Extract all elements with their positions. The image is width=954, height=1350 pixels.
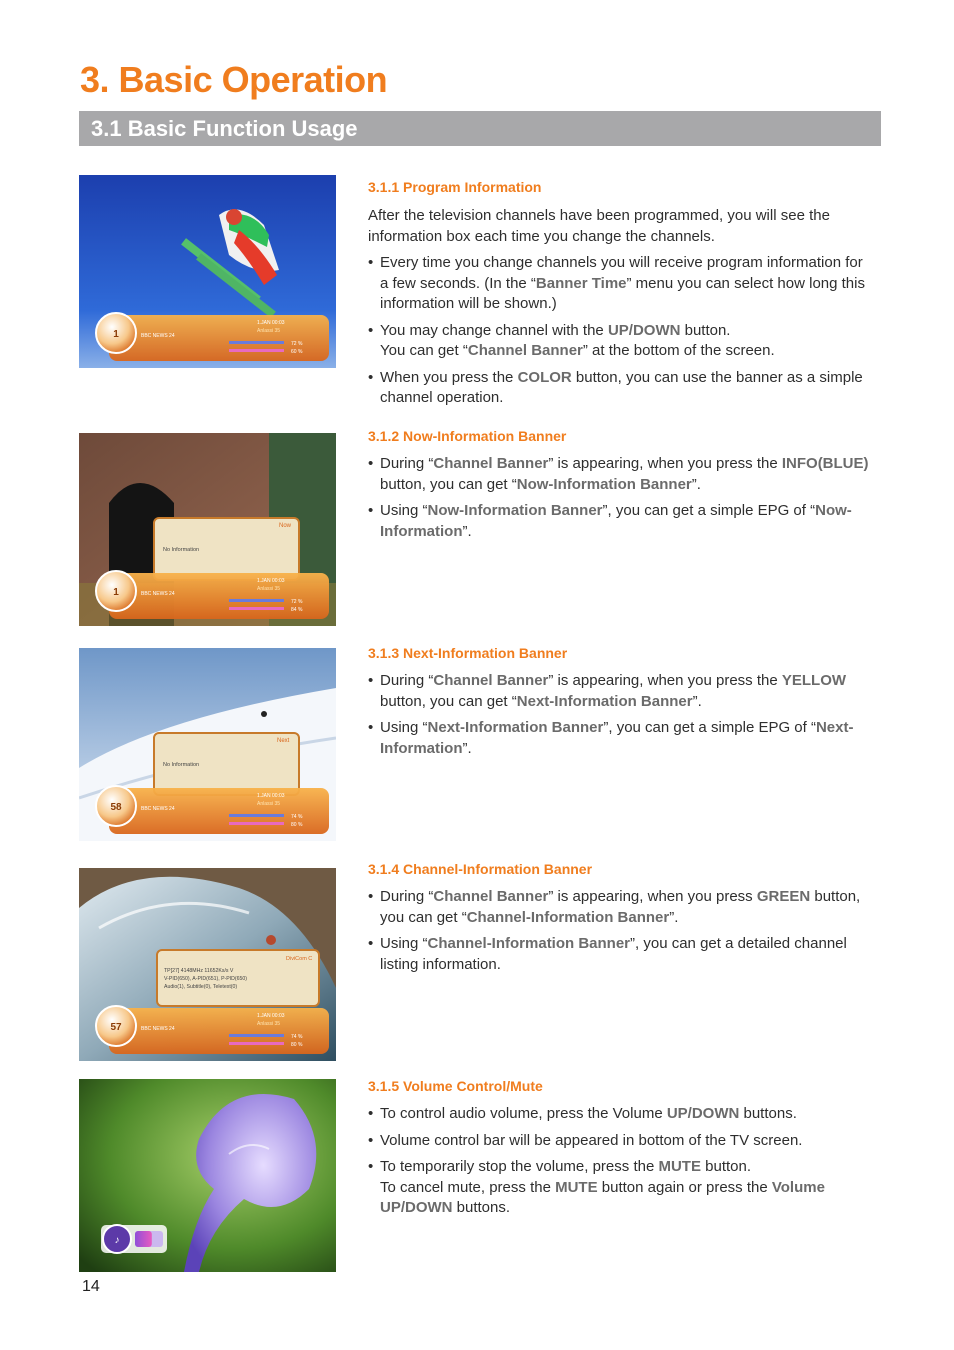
text-run: button. [680,321,731,339]
svg-text:BBC NEWS 24: BBC NEWS 24 [141,591,175,597]
svg-text:74 %: 74 % [291,1034,303,1040]
svg-text:Now: Now [279,523,292,529]
keyword: Channel Banner [433,455,549,472]
keyword: COLOR [517,368,572,386]
screenshot-now-information [79,433,336,626]
keyword: Now-Information Banner [427,502,603,519]
text-run: ”, you can get a detailed channel listing information. [380,935,847,973]
keyword: Volume UP/DOWN [380,1178,825,1216]
text-run: Volume control bar will be appeared in bottom of the TV screen. [380,1131,803,1149]
channel-banner [96,786,329,834]
text-run: You may change channel with the [380,321,608,339]
svg-text:84 %: 84 % [291,607,303,613]
bullet-list [368,454,874,542]
keyword: Next-Information Banner [427,719,604,736]
svg-text:80 %: 80 % [291,822,303,828]
text-run: button, you can get “ [380,692,517,710]
bullet-list [368,1104,874,1219]
text-run: button, you can get “ [380,475,517,493]
text-run: To cancel mute, press the [380,1178,556,1196]
section-title: 3.1 Basic Function Usage [91,116,358,141]
svg-text:TP[27] 4148MHz 11652Ks/s V: TP[27] 4148MHz 11652Ks/s V [164,968,234,974]
svg-text:No Information: No Information [163,547,200,553]
section-volume-control [368,1077,874,1225]
keyword: UP/DOWN [607,321,681,339]
section-now-information [368,427,874,548]
channel-info-box [157,950,319,1006]
text-run: buttons. [739,1105,797,1122]
keyword: Channel Banner [433,888,549,905]
svg-text:DiviCom C: DiviCom C [286,956,313,962]
page-title: 3. Basic Operation [80,59,388,100]
text-run: ” is appearing, when you press the [548,455,782,472]
bullet-item [368,1104,874,1125]
keyword: MUTE [658,1158,701,1175]
bullet-item [368,934,874,975]
bullet-item [368,718,874,759]
keyword: Now-Information Banner [516,475,692,493]
svg-text:Anlassi 35: Anlassi 35 [257,801,281,807]
text-run: button. [700,1158,752,1175]
keyword: YELLOW [781,672,847,689]
text-run: To temporarily stop the volume, press the [380,1158,659,1175]
intro-paragraph: After the television channels have been programmed, you will see the information box each time you change the channels. [368,207,830,245]
svg-text:1: 1 [113,329,119,340]
svg-text:V-PID(650), A-PID(651), P-PID(: V-PID(650), A-PID(651), P-PID(650) [164,976,248,982]
screenshot-program-information [79,175,336,368]
keyword: Channel Banner [467,342,583,359]
svg-text:72 %: 72 % [291,341,303,347]
svg-text:1.JAN 00:03: 1.JAN 00:03 [257,578,285,584]
text-run: When you press the [380,368,518,386]
section-next-information [368,644,874,765]
bullet-item [368,368,874,409]
subheading: 3.1.5 Volume Control/Mute [368,1078,543,1094]
svg-text:58: 58 [110,802,122,813]
text-run: ”. [669,908,679,926]
svg-text:No Information: No Information [163,762,200,768]
now-info-box [154,518,299,580]
text-run: button, you can get “ [380,888,861,926]
text-run: ”, you can get a simple EPG of “ [603,719,816,736]
text-run: button again or press the [597,1178,772,1196]
screenshot-channel-information [79,868,336,1061]
keyword: INFO(BLUE) [781,455,869,472]
svg-text:72 %: 72 % [291,599,303,605]
svg-text:60 %: 60 % [291,349,303,355]
section-channel-information [368,860,874,981]
channel-banner [96,1006,329,1054]
text-run: ”. [462,739,472,757]
svg-text:1.JAN 00:03: 1.JAN 00:03 [257,793,285,799]
volume-bar [101,1225,167,1253]
text-run: ”. [462,522,472,540]
text-run: ”, you can get a simple EPG of “ [602,502,816,519]
text-run: During “ [380,455,434,472]
subheading: 3.1.3 Next-Information Banner [368,645,568,661]
section-program-information [368,178,874,415]
svg-text:BBC NEWS 24: BBC NEWS 24 [141,1026,175,1032]
svg-text:1: 1 [113,587,119,598]
keyword: Next-Information Banner [516,692,693,710]
subheading: 3.1.1 Program Information [368,179,542,195]
text-run: You can get “ [380,342,468,359]
text-run: ” is appearing, when you press the [548,672,782,689]
page-number: 14 [82,1278,100,1295]
text-run: buttons. [452,1199,511,1216]
channel-banner [96,571,329,619]
svg-text:Anlassi 35: Anlassi 35 [257,1021,281,1027]
text-run: During “ [380,672,434,689]
bullet-item [368,253,874,315]
channel-banner [96,313,329,361]
bullet-item [368,454,874,495]
text-run: ”. [692,692,702,710]
svg-text:Audio(1), Subtitle(0), Teletex: Audio(1), Subtitle(0), Teletext(0) [164,984,238,990]
keyword: GREEN [756,888,811,905]
text-run: During “ [380,888,434,905]
speaker-icon: ♪ [114,1235,120,1246]
section-header-bar [79,111,881,146]
bullet-list [368,887,874,975]
svg-text:57: 57 [110,1022,122,1033]
svg-text:74 %: 74 % [291,814,303,820]
text-run: ”. [691,475,701,493]
bullet-item [368,671,874,712]
bullet-list [368,253,874,409]
keyword: Channel Banner [433,672,549,689]
text-run: Using “ [380,935,428,952]
bullet-item [368,1157,874,1219]
keyword: Channel-Information Banner [466,908,670,926]
text-run: ” at the bottom of the screen. [582,342,775,359]
svg-text:Next: Next [277,738,290,744]
keyword: Next-Information [380,719,854,757]
svg-text:1.JAN 00:03: 1.JAN 00:03 [257,1013,285,1019]
keyword: Banner Time [535,274,627,292]
bullet-list [368,671,874,759]
screenshot-volume-control [79,1079,336,1272]
next-info-box [154,733,299,795]
text-run: Using “ [380,719,428,736]
text-run: button, you can use the banner as a simple channel operation. [380,368,863,406]
bullet-item [368,887,874,928]
subheading: 3.1.4 Channel-Information Banner [368,861,593,877]
svg-text:Anlassi 35: Anlassi 35 [257,586,281,592]
svg-text:Anlassi 35: Anlassi 35 [257,328,281,334]
text-run: To control audio volume, press the Volume [380,1105,667,1122]
text-run: Using “ [380,502,428,519]
keyword: MUTE [555,1178,598,1196]
text-run: Every time you change channels you will receive program information for a few seconds. (In the “ [380,254,863,292]
subheading: 3.1.2 Now-Information Banner [368,428,567,444]
bullet-item [368,501,874,542]
volume-level-fill [135,1231,152,1247]
screenshot-next-information [79,648,336,841]
svg-text:1.JAN 00:03: 1.JAN 00:03 [257,320,285,326]
svg-text:BBC NEWS 24: BBC NEWS 24 [141,806,175,812]
text-run: ” menu you can select how long this information will be shown.) [380,274,865,312]
bullet-item [368,1131,874,1152]
text-run: ” is appearing, when you press [548,888,757,905]
svg-text:BBC NEWS 24: BBC NEWS 24 [141,333,175,339]
bullet-item [368,321,874,362]
svg-text:80 %: 80 % [291,1042,303,1048]
keyword: UP/DOWN [666,1105,740,1122]
keyword: Now-Information [380,502,852,540]
keyword: Channel-Information Banner [427,935,631,952]
